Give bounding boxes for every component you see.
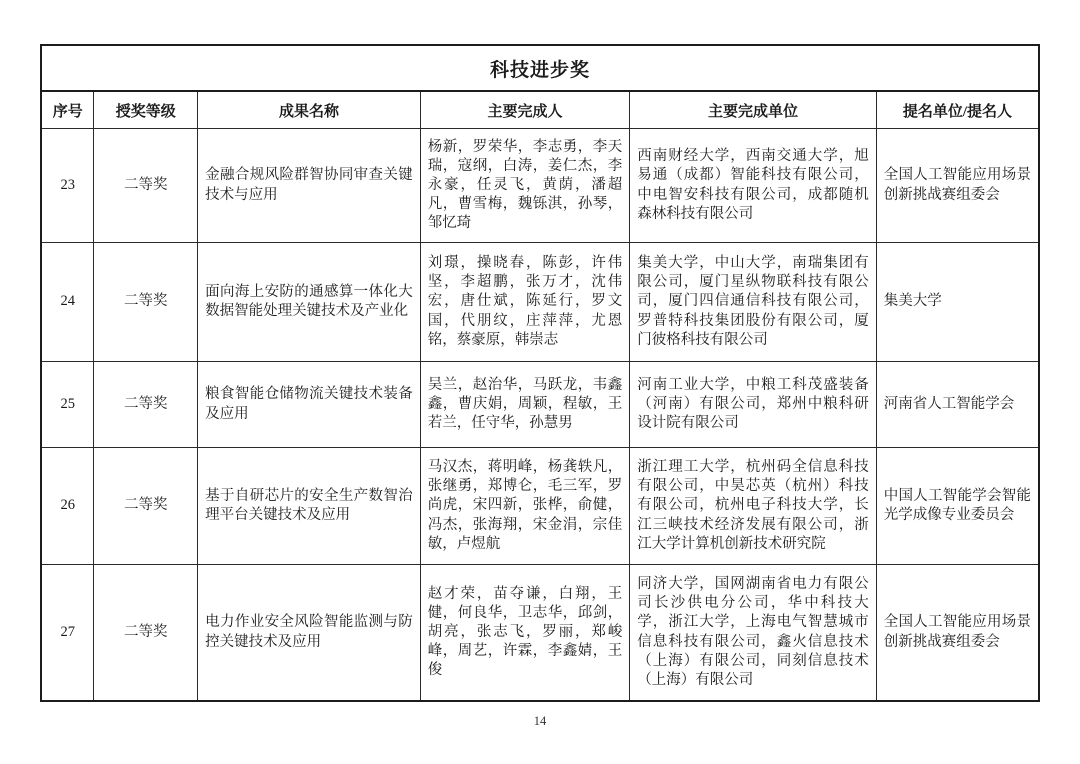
nominator-cell: 全国人工智能应用场景创新挑战赛组委会 bbox=[876, 565, 1039, 702]
award-level-cell: 二等奖 bbox=[94, 129, 198, 243]
award-level-cell: 二等奖 bbox=[94, 362, 198, 448]
table-row bbox=[41, 362, 1039, 448]
units-cell: 西南财经大学，西南交通大学，旭易通（成都）智能科技有限公司，中电智安科技有限公司，成都随机森林科技有限公司 bbox=[630, 129, 877, 243]
nominator-cell: 中国人工智能学会智能光学成像专业委员会 bbox=[876, 448, 1039, 565]
col-header-main-contributors: 主要完成人 bbox=[420, 91, 630, 129]
units-cell: 浙江理工大学，杭州码全信息科技有限公司，中昊芯英（杭州）科技有限公司，杭州电子科技大学，长江三峡技术经济发展有限公司，浙江大学计算机创新技术研究院 bbox=[630, 448, 877, 565]
contributors-cell: 杨新，罗荣华，李志勇，李天瑞，寇纲，白涛，姜仁杰，李永豪，任灵飞，黄荫，潘超凡，曹雪梅，魏铄淇，孙琴，邹忆琦 bbox=[420, 129, 630, 243]
nominator-cell: 河南省人工智能学会 bbox=[876, 362, 1039, 448]
award-level-cell: 二等奖 bbox=[94, 565, 198, 702]
units-cell: 河南工业大学，中粮工科茂盛装备（河南）有限公司，郑州中粮科研设计院有限公司 bbox=[630, 362, 877, 448]
table-row bbox=[41, 565, 1039, 702]
contributors-cell: 吴兰，赵治华，马跃龙，韦鑫鑫，曹庆娟，周颖，程敏，王若兰，任守华，孙慧男 bbox=[420, 362, 630, 448]
awards-table bbox=[40, 44, 1040, 702]
seq-cell: 25 bbox=[41, 362, 94, 448]
col-header-seq: 序号 bbox=[41, 91, 94, 129]
col-header-award-level: 授奖等级 bbox=[94, 91, 198, 129]
units-cell: 同济大学，国网湖南省电力有限公司长沙供电分公司，华中科技大学，浙江大学，上海电气智慧城市信息科技有限公司，鑫火信息技术（上海）有限公司，同刻信息技术（上海）有限公司 bbox=[630, 565, 877, 702]
award-level-cell: 二等奖 bbox=[94, 243, 198, 362]
col-header-achievement-name: 成果名称 bbox=[198, 91, 421, 129]
table-row bbox=[41, 448, 1039, 565]
achievement-name-cell: 电力作业安全风险智能监测与防控关键技术及应用 bbox=[198, 565, 421, 702]
table-row bbox=[41, 243, 1039, 362]
page-number: 14 bbox=[533, 714, 547, 728]
table-header-row bbox=[41, 91, 1039, 129]
table-title-row bbox=[41, 45, 1039, 91]
award-level-cell: 二等奖 bbox=[94, 448, 198, 565]
seq-cell: 24 bbox=[41, 243, 94, 362]
contributors-cell: 赵才荣，苗夺谦，白翔，王健，何良华，卫志华，邱剑，胡亮，张志飞，罗丽，郑峻峰，周艺，许霖，李鑫婧，王俊 bbox=[420, 565, 630, 702]
achievement-name-cell: 粮食智能仓储物流关键技术装备及应用 bbox=[198, 362, 421, 448]
seq-cell: 27 bbox=[41, 565, 94, 702]
seq-cell: 26 bbox=[41, 448, 94, 565]
nominator-cell: 集美大学 bbox=[876, 243, 1039, 362]
col-header-main-units: 主要完成单位 bbox=[630, 91, 877, 129]
units-cell: 集美大学，中山大学，南瑞集团有限公司，厦门星纵物联科技有限公司，厦门四信通信科技有限公司，罗普特科技集团股份有限公司，厦门彼格科技有限公司 bbox=[630, 243, 877, 362]
achievement-name-cell: 基于自研芯片的安全生产数智治理平台关键技术及应用 bbox=[198, 448, 421, 565]
achievement-name-cell: 面向海上安防的通感算一体化大数据智能处理关键技术及产业化 bbox=[198, 243, 421, 362]
achievement-name-cell: 金融合规风险群智协同审查关键技术与应用 bbox=[198, 129, 421, 243]
table-row bbox=[41, 129, 1039, 243]
seq-cell: 23 bbox=[41, 129, 94, 243]
nominator-cell: 全国人工智能应用场景创新挑战赛组委会 bbox=[876, 129, 1039, 243]
table-title: 科技进步奖 bbox=[41, 45, 1039, 91]
contributors-cell: 刘璟，操晓春，陈彭，许伟坚，李超鹏，张万才，沈伟宏，唐仕斌，陈延行，罗文国，代朋纹，庄萍萍，尤恩铭，蔡豪原，韩崇志 bbox=[420, 243, 630, 362]
contributors-cell: 马汉杰，蒋明峰，杨龚轶凡，张继勇，郑博仑，毛三军，罗尚虎，宋四新，张桦，俞健，冯杰，张海翔，宋金涓，宗佳敏，卢煜航 bbox=[420, 448, 630, 565]
col-header-nominator: 提名单位/提名人 bbox=[876, 91, 1039, 129]
